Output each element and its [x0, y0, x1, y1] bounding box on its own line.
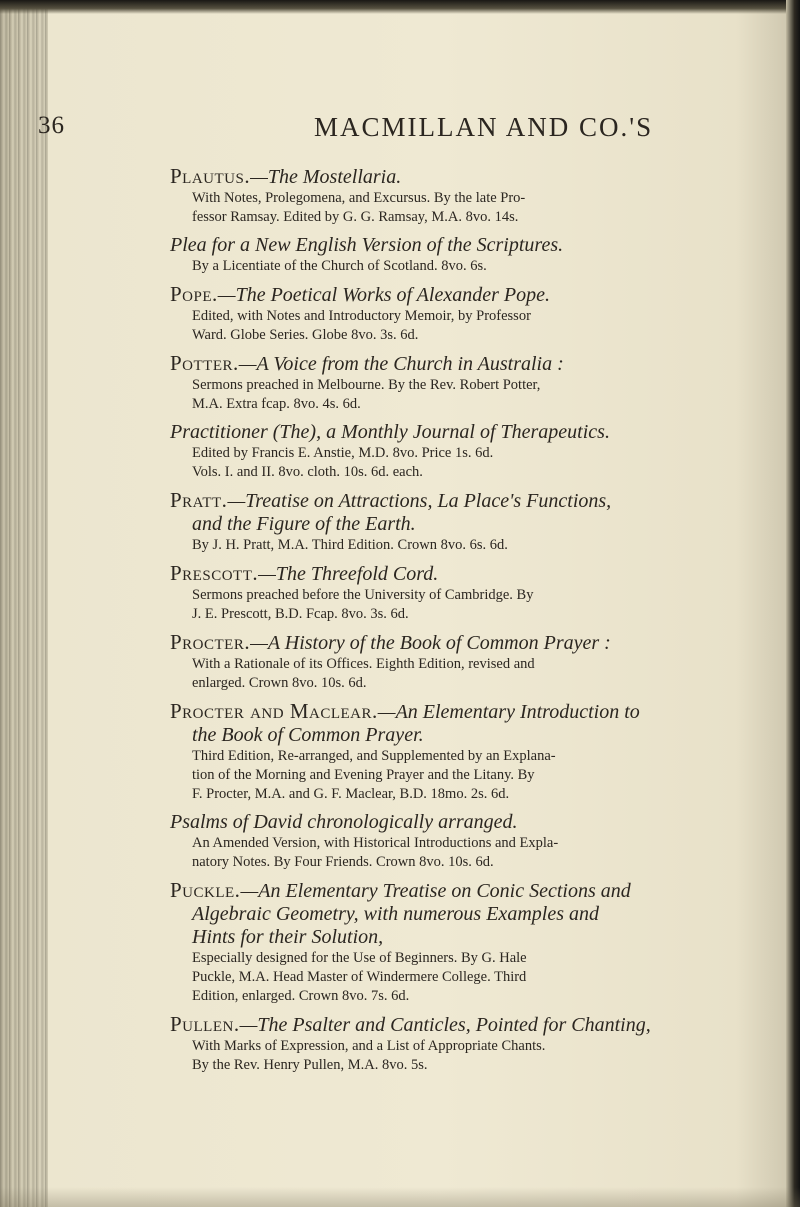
running-head	[38, 112, 770, 152]
entry-author: Puckle.	[170, 878, 241, 902]
entry-heading	[170, 1012, 770, 1037]
entry-description-line: Edited by Francis E. Anstie, M.D. 8vo. Price 1s. 6d.	[192, 445, 494, 461]
entry-description-line: By a Licentiate of the Church of Scotland. 8vo. 6s.	[192, 258, 487, 274]
entry-title: —The Psalter and Canticles, Pointed for Chanting,	[239, 1014, 651, 1036]
entry-title-continuation: the Book of Common Prayer.	[192, 724, 424, 746]
entry-heading	[170, 164, 770, 189]
entry-description-line: natory Notes. By Four Friends. Crown 8vo. 10s. 6d.	[192, 854, 494, 870]
entry-heading	[170, 878, 770, 903]
page-number: 36	[38, 112, 65, 139]
entry-author: Pullen.	[170, 1012, 240, 1036]
entry-description-line: Ward. Globe Series. Globe 8vo. 3s. 6d.	[192, 327, 419, 343]
entry-description-line: With Marks of Expression, and a List of Appropriate Chants.	[192, 1038, 546, 1054]
entry-description-line: Puckle, M.A. Head Master of Windermere College. Third	[192, 969, 527, 985]
entry-description-line: Sermons preached in Melbourne. By the Rev. Robert Potter,	[192, 377, 541, 393]
catalogue-entry	[170, 878, 770, 1006]
book-gutter	[0, 0, 48, 1207]
running-head-title: MACMILLAN AND CO.'S	[314, 112, 654, 142]
catalogue-entry	[170, 561, 770, 624]
entry-author: Procter.	[170, 630, 251, 654]
entry-description-line: Third Edition, Re-arranged, and Supplemented by an Explana-	[192, 748, 556, 764]
entry-description-line: J. E. Prescott, B.D. Fcap. 8vo. 3s. 6d.	[192, 606, 409, 622]
catalogue-entry	[170, 164, 770, 227]
catalogue-entry	[170, 488, 770, 555]
entry-author: Prescott.	[170, 561, 259, 585]
entry-description-line: Especially designed for the Use of Beginners. By G. Hale	[192, 950, 527, 966]
catalogue-entry	[170, 233, 770, 276]
entry-description-line: Edited, with Notes and Introductory Memoir, by Professor	[192, 308, 531, 324]
entry-description-line: With Notes, Prolegomena, and Excursus. By the late Pro-	[192, 190, 526, 206]
entry-title: Plea for a New English Version of the Scriptures.	[170, 234, 564, 256]
entry-heading	[170, 699, 770, 724]
catalogue-entry	[170, 420, 770, 482]
entry-heading	[170, 630, 770, 655]
catalogue-entry	[170, 630, 770, 693]
entry-description-line: enlarged. Crown 8vo. 10s. 6d.	[192, 675, 367, 691]
entry-title-continuation: and the Figure of the Earth.	[192, 513, 416, 535]
entry-description-line: By the Rev. Henry Pullen, M.A. 8vo. 5s.	[192, 1057, 428, 1073]
entry-description-line: Vols. I. and II. 8vo. cloth. 10s. 6d. each.	[192, 464, 423, 480]
entry-title: —The Poetical Works of Alexander Pope.	[217, 284, 550, 306]
entry-title: —An Elementary Treatise on Conic Sections and	[240, 880, 631, 902]
entry-description-line: F. Procter, M.A. and G. F. Maclear, B.D. 18mo. 2s. 6d.	[192, 786, 510, 802]
entry-author: Potter.	[170, 351, 239, 375]
entry-description-line: With a Rationale of its Offices. Eighth Edition, revised and	[192, 656, 535, 672]
catalogue-entry	[170, 1012, 770, 1075]
entry-author: Pope.	[170, 282, 218, 306]
entry-title: —The Mostellaria.	[250, 166, 402, 188]
page-right-edge	[786, 0, 800, 1207]
entry-title: —An Elementary Introduction to	[377, 701, 640, 723]
entry-title: —Treatise on Attractions, La Place's Functions,	[227, 490, 612, 512]
catalogue-entry	[170, 810, 770, 872]
page-top-shadow	[0, 0, 800, 14]
catalogue-entry	[170, 282, 770, 345]
entry-title: Practitioner (The), a Monthly Journal of Therapeutics.	[170, 421, 610, 443]
entry-title-continuation: Algebraic Geometry, with numerous Examples and	[192, 903, 599, 925]
entry-heading	[170, 351, 770, 376]
catalogue-entry	[170, 699, 770, 804]
entry-heading	[170, 282, 770, 307]
entry-description-line: Sermons preached before the University of Cambridge. By	[192, 587, 534, 603]
entry-description-line: By J. H. Pratt, M.A. Third Edition. Crown 8vo. 6s. 6d.	[192, 537, 508, 553]
catalogue-entry	[170, 351, 770, 414]
entry-description-line: Edition, enlarged. Crown 8vo. 7s. 6d.	[192, 988, 410, 1004]
entry-title: —A Voice from the Church in Australia :	[238, 353, 564, 375]
entry-heading	[170, 488, 770, 513]
entry-description-line: M.A. Extra fcap. 8vo. 4s. 6d.	[192, 396, 361, 412]
catalogue-page	[38, 112, 770, 1081]
entry-description-line: An Amended Version, with Historical Introductions and Expla-	[192, 835, 559, 851]
entry-author: Procter and Maclear.	[170, 699, 378, 723]
entry-title: Psalms of David chronologically arranged.	[170, 811, 518, 833]
entry-heading	[170, 561, 770, 586]
entry-description-line: tion of the Morning and Evening Prayer and the Litany. By	[192, 767, 535, 783]
entry-title: —A History of the Book of Common Prayer :	[250, 632, 611, 654]
page-bottom-shadow	[0, 1187, 800, 1207]
entry-author: Plautus.	[170, 164, 251, 188]
entry-description-line: fessor Ramsay. Edited by G. G. Ramsay, M.A. 8vo. 14s.	[192, 209, 519, 225]
entry-author: Pratt.	[170, 488, 228, 512]
entry-title: —The Threefold Cord.	[258, 563, 439, 585]
entry-title-continuation: Hints for their Solution,	[192, 926, 384, 948]
